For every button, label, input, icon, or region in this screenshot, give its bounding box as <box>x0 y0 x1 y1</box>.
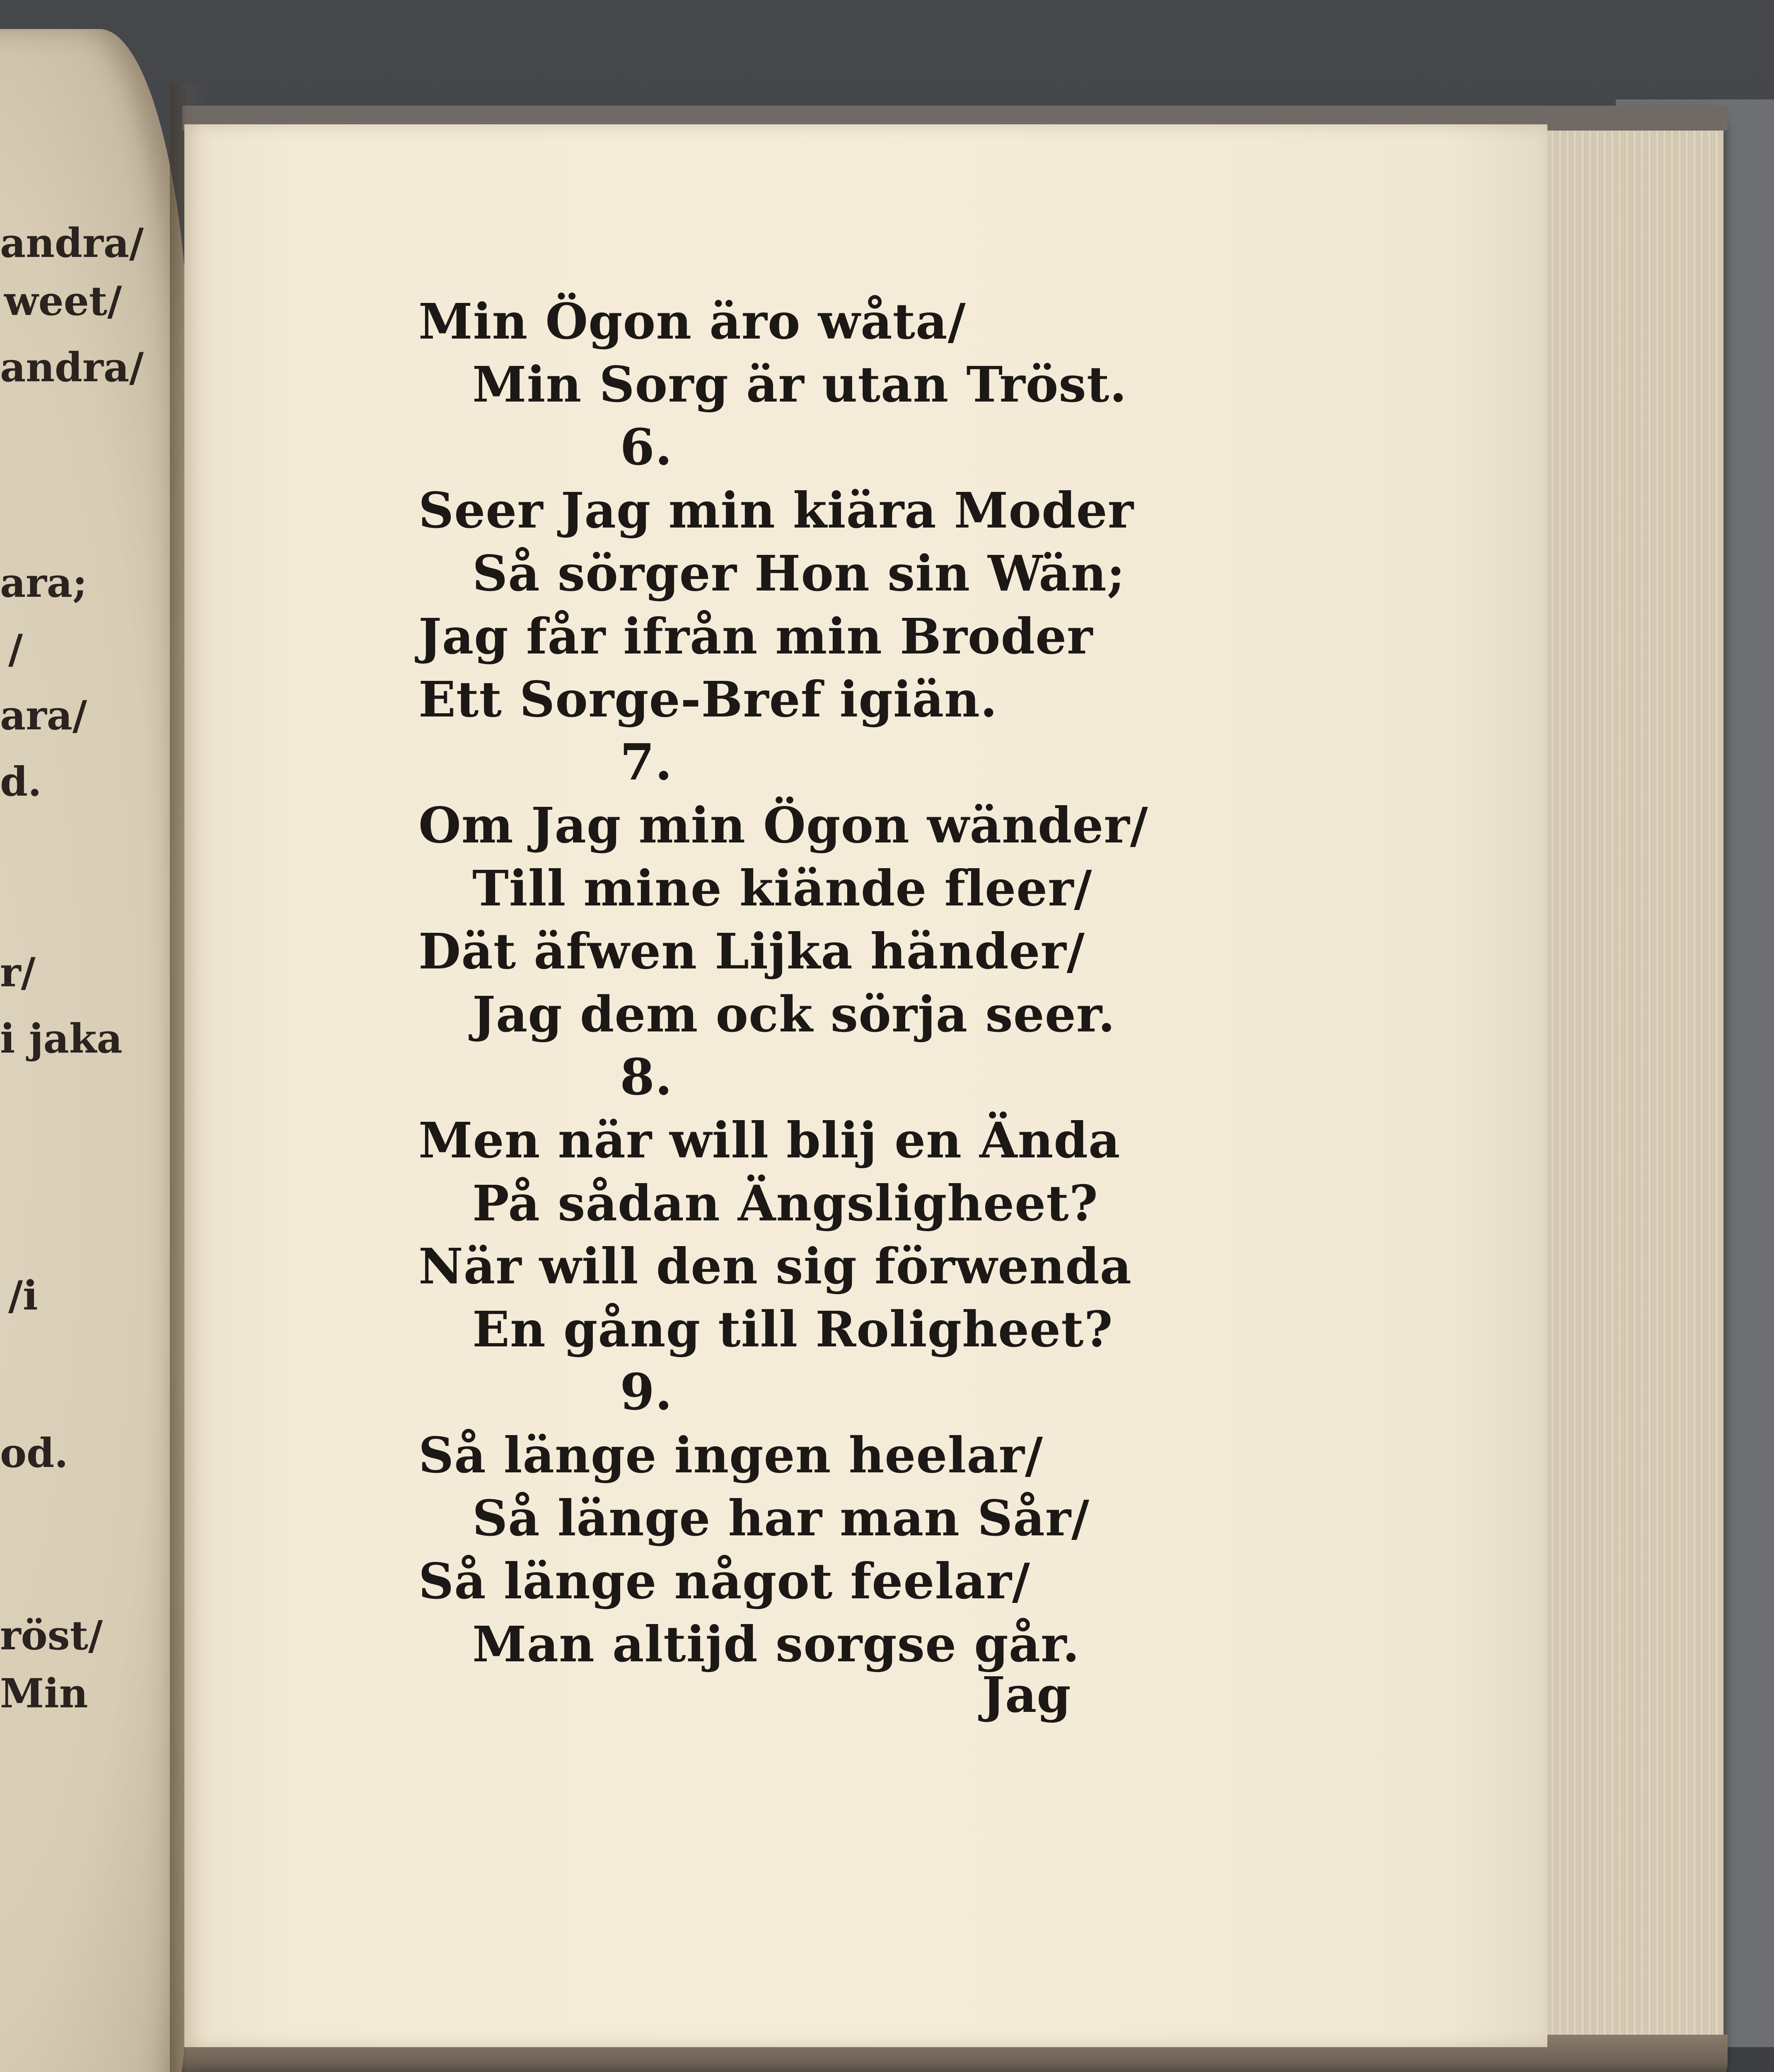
left-fragment: andra/ <box>0 220 144 266</box>
catchword: Jag <box>982 1666 1071 1723</box>
verse-line: Så länge något feelar/ <box>418 1552 1031 1610</box>
verse-line: Så länge ingen heelar/ <box>418 1426 1044 1484</box>
verse-line: Så länge har man Sår/ <box>472 1489 1090 1547</box>
verse-line: Så sörger Hon sin Wän; <box>472 545 1126 602</box>
verse-number: 9. <box>620 1363 673 1421</box>
verse-line: Jag dem ock sörja seer. <box>472 985 1116 1043</box>
verse-line: Men när will blij en Ända <box>418 1111 1121 1169</box>
verse-number: 8. <box>620 1048 673 1106</box>
verse-line: När will den sig förwenda <box>418 1237 1132 1295</box>
left-fragment: ara/ <box>0 692 87 739</box>
verse-line: Min Sorg är utan Tröst. <box>472 356 1127 413</box>
left-fragment: d. <box>0 758 42 805</box>
left-fragment: andra/ <box>0 344 144 391</box>
poem-text <box>418 290 1148 1676</box>
left-fragment: od. <box>0 1430 68 1477</box>
verse-number: 6. <box>620 418 673 477</box>
verse-line: Dät äfwen Lijka händer/ <box>418 922 1085 980</box>
verse-line: Till mine kiände fleer/ <box>472 859 1092 917</box>
verse-line: Min Ögon äro wåta/ <box>418 293 966 350</box>
left-fragment: r/ <box>0 949 36 996</box>
left-fragment: / <box>8 626 23 673</box>
left-fragment: röst/ <box>0 1612 103 1659</box>
left-fragment: /i <box>8 1272 38 1319</box>
verse-number: 7. <box>620 733 673 792</box>
verse-line: Ett Sorge-Bref igiän. <box>418 670 998 728</box>
verse-line: På sådan Ängsligheet? <box>472 1174 1098 1232</box>
left-fragment: i jaka <box>0 1015 123 1062</box>
left-fragment: weet/ <box>4 278 122 324</box>
verse-line: Jag får ifrån min Broder <box>418 608 1093 665</box>
verse-line: Seer Jag min kiära Moder <box>418 482 1134 539</box>
verse-line: Man altijd sorgse går. <box>472 1615 1080 1673</box>
left-page <box>0 29 191 2072</box>
left-fragment: ara; <box>0 559 87 606</box>
page-edges <box>1533 112 1723 2072</box>
verse-line: Om Jag min Ögon wänder/ <box>418 796 1148 854</box>
verse-line: En gång till Roligheet? <box>472 1300 1113 1358</box>
left-fragment: Min <box>0 1670 88 1717</box>
